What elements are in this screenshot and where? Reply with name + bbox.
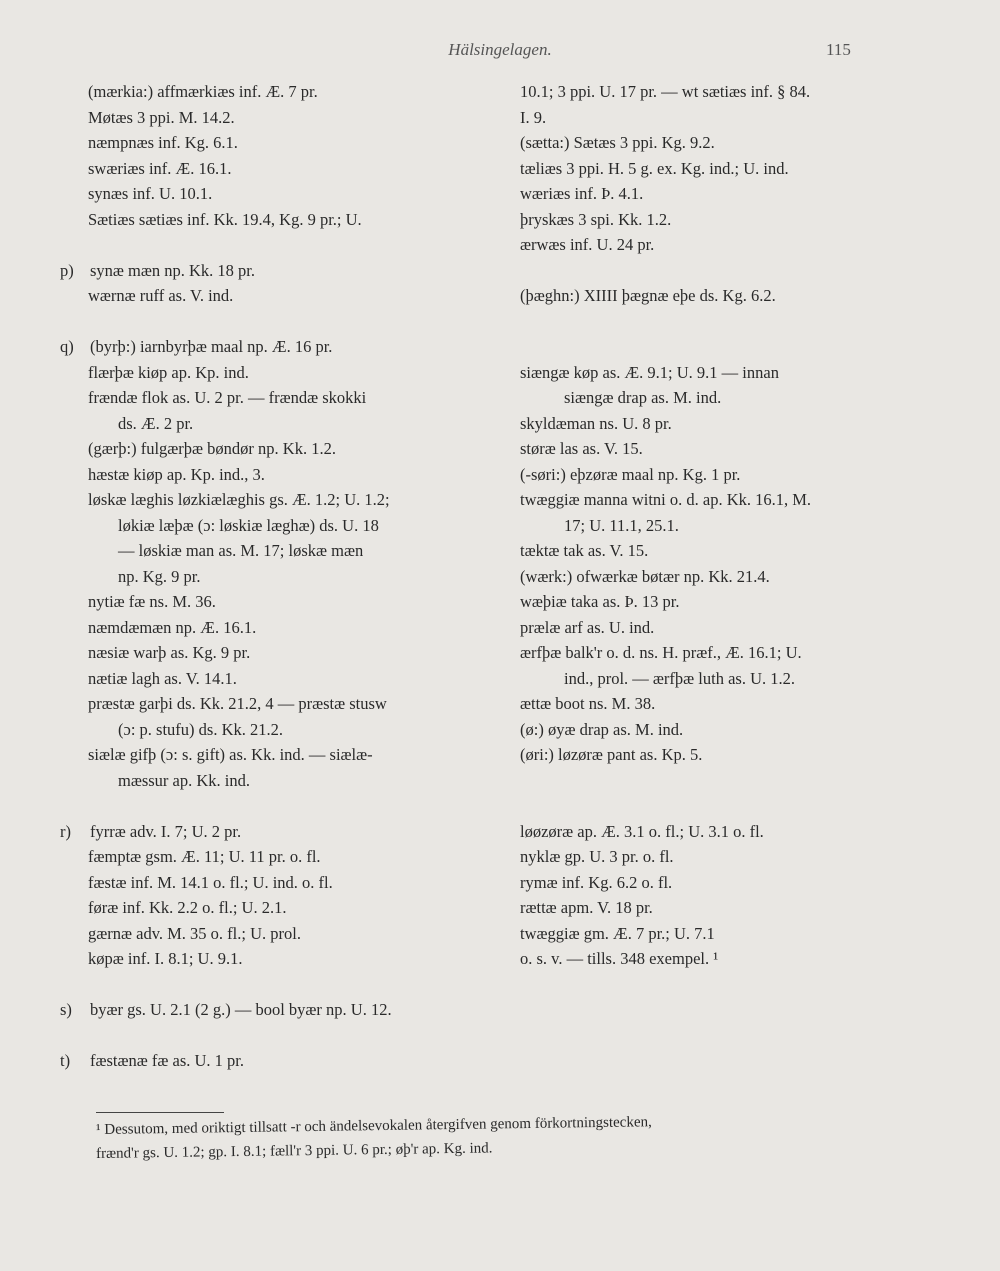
entry-line	[520, 157, 789, 181]
entry-text: ind., prol. — ærfþæ luth as. U. 1.2.	[564, 668, 795, 688]
entry-line	[118, 412, 193, 436]
entry-line	[520, 208, 671, 232]
entry-text: ds. Æ. 2 pr.	[118, 413, 194, 433]
entry-line	[88, 182, 212, 206]
entry-line	[88, 641, 250, 665]
entry-text: (wærk:) ofwærkæ bøtær np. Kk. 21.4.	[520, 566, 770, 586]
entry-text: o. s. v. — tills. 348 exempel. ¹	[520, 949, 719, 968]
entry-text: synæs inf. U. 10.1.	[88, 184, 213, 203]
entry-line	[520, 182, 643, 206]
entry-line	[88, 80, 318, 104]
entry-line	[88, 463, 265, 487]
entry-line	[88, 208, 362, 232]
entry-line	[88, 845, 321, 869]
entry-line	[88, 743, 373, 767]
entry-text: løøzøræ ap. Æ. 3.1 o. fl.; U. 3.1 o. fl.	[520, 821, 764, 841]
entry-text: ættæ boot ns. M. 38.	[520, 694, 656, 713]
entry-line	[88, 284, 233, 308]
section-label: p)	[60, 260, 74, 280]
entry-line	[60, 335, 332, 359]
entry-line	[520, 743, 702, 767]
entry-line	[118, 769, 250, 793]
entry-text: (ɔ: p. stufu) ds. Kk. 21.2.	[118, 719, 283, 739]
entry-text: næmpnæs inf. Kg. 6.1.	[88, 133, 238, 152]
entry-text: wæriæs inf. Þ. 4.1.	[520, 184, 644, 203]
entry-line	[564, 667, 795, 691]
entry-text: þryskæs 3 spi. Kk. 1.2.	[520, 209, 672, 229]
entry-text: fæmptæ gsm. Æ. 11; U. 11 pr. o. fl.	[88, 847, 321, 866]
entry-line	[520, 361, 779, 385]
entry-line	[520, 539, 648, 563]
entry-text: (byrþ:) iarnbyrþæ maal np. Æ. 16 pr.	[90, 337, 333, 356]
entry-text: prælæ arf as. U. ind.	[520, 617, 655, 637]
entry-text: mæssur ap. Kk. ind.	[118, 770, 250, 790]
entry-line	[88, 947, 242, 971]
entry-text: løskæ læghis løzkiælæghis gs. Æ. 1.2; U. 1.2;	[88, 490, 390, 509]
entry-text: wæþiæ taka as. Þ. 13 pr.	[520, 592, 680, 611]
entry-text: fæstæ inf. M. 14.1 o. fl.; U. ind. o. fl.	[88, 872, 333, 892]
entry-text: siælæ gifþ (ɔ: s. gift) as. Kk. ind. — siælæ-	[88, 745, 373, 764]
entry-line	[564, 386, 721, 410]
entry-text: — løskiæ man as. M. 17; løskæ mæn	[118, 541, 364, 560]
entry-line	[118, 718, 283, 742]
entry-text: siængæ køp as. Æ. 9.1; U. 9.1 — innan	[520, 362, 779, 382]
entry-text: støræ las as. V. 15.	[520, 439, 643, 458]
entry-text: Sætiæs sætiæs inf. Kk. 19.4, Kg. 9 pr.; U.	[88, 209, 362, 229]
entry-text: præstæ garþi ds. Kk. 21.2, 4 — præstæ stusw	[88, 694, 387, 713]
page-number: 115	[826, 40, 851, 59]
entry-text: ærwæs inf. U. 24 pr.	[520, 235, 655, 254]
entry-text: (gærþ:) fulgærþæ bøndør np. Kk. 1.2.	[88, 439, 336, 458]
entry-line	[520, 284, 776, 308]
entry-text: I. 9.	[520, 107, 547, 127]
entry-text: twæggiæ gm. Æ. 7 pr.; U. 7.1	[520, 923, 715, 943]
entry-text: synæ mæn np. Kk. 18 pr.	[90, 260, 256, 280]
entry-line	[88, 361, 249, 385]
entry-text: gærnæ adv. M. 35 o. fl.; U. prol.	[88, 923, 301, 943]
entry-line	[520, 845, 674, 869]
entry-line	[60, 259, 255, 283]
entry-line	[520, 488, 811, 512]
entry-text: rymæ inf. Kg. 6.2 o. fl.	[520, 872, 673, 892]
entry-line	[118, 514, 379, 538]
footnote-line-2: frænd'r gs. U. 1.2; gp. I. 8.1; fæll'r 3 ppi. U. 6 pr.; øþ'r ap. Kg. ind.	[96, 1140, 493, 1162]
running-header-title: Hälsingelagen.	[448, 40, 552, 59]
entry-line	[520, 947, 718, 971]
entry-text: føræ inf. Kk. 2.2 o. fl.; U. 2.1.	[88, 898, 287, 917]
footnote-line-1: ¹ Dessutom, med oriktigt tillsatt -r och ändelsevokalen återgifven genom förkortningstecken,	[96, 1114, 652, 1138]
entry-line	[88, 871, 333, 895]
section-label: t)	[60, 1051, 71, 1070]
entry-text: rættæ apm. V. 18 pr.	[520, 898, 653, 917]
entry-text: swæriæs inf. Æ. 16.1.	[88, 158, 232, 178]
entry-text: hæstæ kiøp ap. Kp. ind., 3.	[88, 464, 265, 484]
entry-text: (þæghn:) XIIII þægnæ eþe ds. Kg. 6.2.	[520, 286, 776, 305]
entry-text: (øri:) løzøræ pant as. Kp. 5.	[520, 745, 703, 764]
entry-line	[520, 922, 715, 946]
footnote-divider	[96, 1112, 224, 1113]
entry-line	[520, 590, 680, 614]
entry-text: frændæ flok as. U. 2 pr. — frændæ skokki	[88, 388, 367, 407]
entry-line	[88, 616, 256, 640]
entry-line	[118, 565, 201, 589]
entry-text: (mærkia:) affmærkiæs inf. Æ. 7 pr.	[88, 82, 318, 101]
entry-text: næsiæ warþ as. Kg. 9 pr.	[88, 643, 251, 662]
entry-line	[520, 692, 655, 716]
entry-line	[88, 437, 336, 461]
entry-line	[88, 157, 231, 181]
entry-text: (sætta:) Sætæs 3 ppi. Kg. 9.2.	[520, 133, 715, 152]
entry-line	[60, 820, 241, 844]
entry-text: ærfþæ balk'r o. d. ns. H. præf., Æ. 16.1; U.	[520, 643, 802, 662]
entry-text: twæggiæ manna witni o. d. ap. Kk. 16.1, M.	[520, 490, 812, 509]
entry-line	[520, 896, 653, 920]
entry-text: nytiæ fæ ns. M. 36.	[88, 592, 216, 611]
entry-text: np. Kg. 9 pr.	[118, 566, 201, 586]
entry-line	[520, 412, 672, 436]
entry-line	[520, 106, 546, 130]
entry-text: skyldæman ns. U. 8 pr.	[520, 413, 672, 433]
entry-text: (-søri:) eþzøræ maal np. Kg. 1 pr.	[520, 464, 741, 484]
entry-line	[520, 131, 715, 155]
entry-text: nætiæ lagh as. V. 14.1.	[88, 668, 237, 688]
entry-line	[520, 565, 770, 589]
entry-text: fæstænæ fæ as. U. 1 pr.	[90, 1051, 245, 1070]
entry-line	[88, 667, 237, 691]
entry-line	[520, 820, 764, 844]
entry-line	[88, 386, 366, 410]
entry-text: (ø:) øyæ drap as. M. ind.	[520, 719, 684, 739]
entry-line	[88, 131, 238, 155]
entry-line	[520, 616, 654, 640]
entry-text: Møtæs 3 ppi. M. 14.2.	[88, 107, 235, 127]
entry-line	[88, 590, 216, 614]
entry-line	[88, 488, 390, 512]
entry-line	[118, 539, 363, 563]
entry-text: wærnæ ruff as. V. ind.	[88, 286, 234, 305]
entry-line	[60, 998, 392, 1022]
entry-text: 10.1; 3 ppi. U. 17 pr. — wt sætiæs inf. § 84.	[520, 82, 811, 101]
entry-line	[520, 80, 810, 104]
entry-line	[520, 871, 672, 895]
entry-line	[520, 437, 643, 461]
entry-line	[88, 106, 235, 130]
entry-text: fyrræ adv. I. 7; U. 2 pr.	[90, 821, 242, 841]
section-label: r)	[60, 821, 71, 841]
entry-line	[520, 463, 740, 487]
entry-line	[88, 922, 301, 946]
entry-text: 17; U. 11.1, 25.1.	[564, 515, 679, 535]
entry-text: løkiæ læþæ (ɔ: løskiæ læghæ) ds. U. 18	[118, 515, 379, 535]
entry-text: næmdæmæn np. Æ. 16.1.	[88, 617, 257, 637]
entry-text: siængæ drap as. M. ind.	[564, 388, 722, 407]
entry-line	[88, 692, 387, 716]
entry-line	[564, 514, 679, 538]
entry-line	[520, 233, 654, 257]
entry-text: køpæ inf. I. 8.1; U. 9.1.	[88, 949, 243, 968]
section-label: s)	[60, 1000, 72, 1019]
entry-line	[60, 1049, 244, 1073]
entry-text: tæktæ tak as. V. 15.	[520, 541, 649, 560]
entry-text: tæliæs 3 ppi. H. 5 g. ex. Kg. ind.; U. ind.	[520, 158, 789, 178]
entry-line	[520, 718, 683, 742]
entry-text: nyklæ gp. U. 3 pr. o. fl.	[520, 847, 674, 866]
entry-text: byær gs. U. 2.1 (2 g.) — bool byær np. U. 12.	[90, 1000, 392, 1019]
entry-line	[88, 896, 286, 920]
entry-text: flærþæ kiøp ap. Kp. ind.	[88, 362, 249, 382]
entry-line	[520, 641, 802, 665]
section-label: q)	[60, 337, 74, 356]
